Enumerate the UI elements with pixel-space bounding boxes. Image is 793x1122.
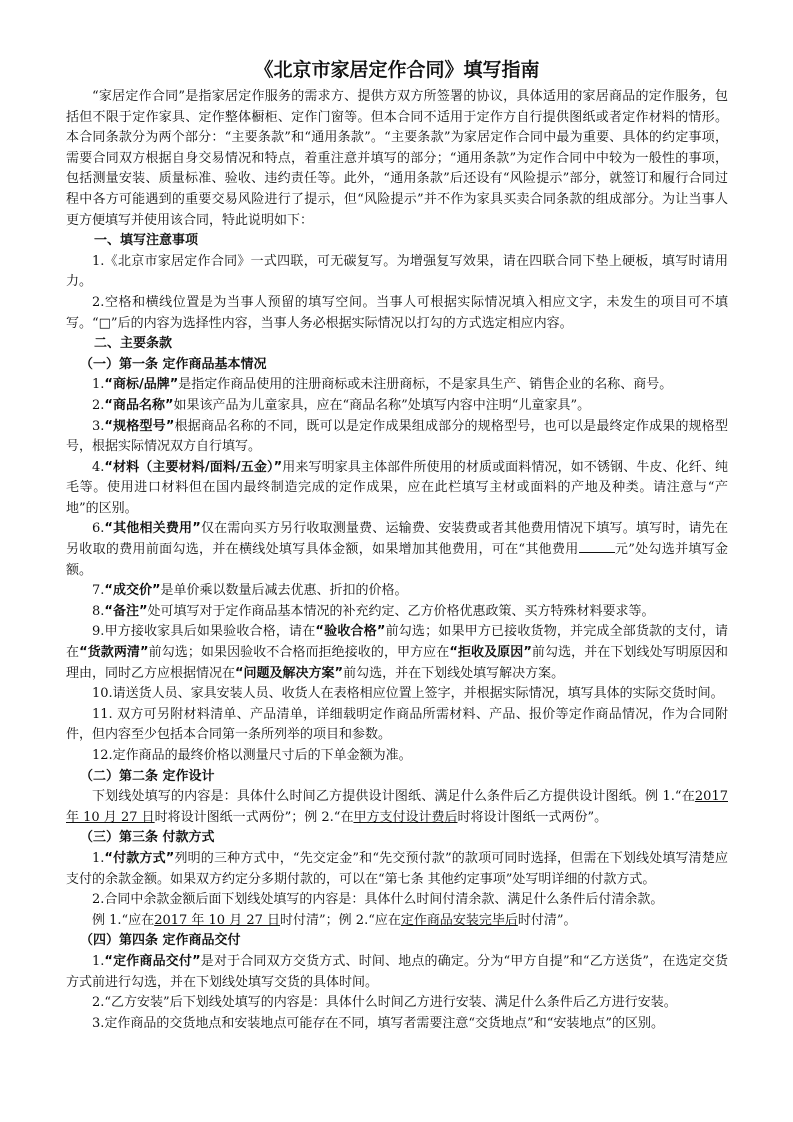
article-1-item-1 [66, 375, 728, 396]
article-1-item-4 [66, 458, 728, 520]
item-text: 时将设计图纸一式两份”。 [457, 809, 608, 825]
term-label: “商品名称” [104, 397, 174, 413]
item-number: 2. [92, 397, 105, 413]
item-text: 前勾选，并在下划线处写明原因和理由，同时乙方应根据情况在 [66, 645, 728, 681]
item-text: 时将设计图纸一式两份”；例 2.“在 [154, 809, 354, 825]
document-title: 《北京市家居定作合同》填写指南 [254, 59, 540, 81]
term-label: “货款两清” [79, 645, 149, 661]
item-number: 4. [92, 459, 105, 475]
article-4-item-3: 3.定作商品的交货地点和安装地点可能存在不同，填写者需要注意“交货地点”和“安装地点”的区别。 [92, 1015, 664, 1031]
term-label: “验收合格” [315, 624, 386, 640]
item-text: 下划线处填写的内容是：具体什么时间乙方提供设计图纸、满足什么条件后乙方提供设计图纸。例 1.“在 [92, 789, 695, 805]
blank-underline [579, 540, 615, 553]
article-4-item-1 [66, 952, 728, 993]
article-1-item-12: 12.定作商品的最终价格以测量尺寸后的下单金额为准。 [92, 748, 412, 763]
item-text: 时付清”。 [517, 912, 577, 928]
term-label: “拒收及原因” [449, 645, 532, 661]
term-label: “商标/品牌” [104, 377, 179, 393]
item-text: 如果该产品为儿童家具，应在“商品名称”处填写内容中注明“儿童家具”。 [173, 397, 591, 413]
item-number: 1. [92, 850, 105, 866]
term-label: “材料（主要材料/面料/五金）” [104, 459, 283, 475]
item-text: 前勾选，并在下划线处填写解决方案。 [343, 665, 565, 681]
article-2-paragraph [66, 787, 728, 828]
article-1-item-11: 11. 双方可另附材料清单、产品清单，详细载明定作商品所需材料、产品、报价等定作商品情况，作为合同附件，但内容至少包括本合同第一条所列举的项目和参数。 [66, 706, 728, 743]
item-number: 7. [92, 583, 105, 599]
term-label: “其他相关费用” [104, 521, 201, 537]
item-text: 9.甲方接收家具后如果验收合格，请在 [92, 624, 316, 640]
article-1-item-9 [66, 622, 728, 684]
article-1-item-10: 10.请送货人员、家具安装人员、收货人在表格相应位置上签字，并根据实际情况，填写具体的实际交货时间。 [92, 686, 724, 702]
item-number: 1. [92, 953, 105, 969]
item-text: 根据商品名称的不同，既可以是定作成果组成部分的规格型号，也可以是最终定作成果的规格型号，根据实际情况双方自行填写。 [66, 418, 728, 455]
item-text: 列明的三种方式中，“先交定金”和“先交预付款”的款项可同时选择，但需在下划线处填写清楚应支付的余款金额。如果双方约定分多期付款的，可以在“第七条 其他约定事项”处写明详细的付款方式。 [66, 850, 728, 887]
example-underline: 甲方支付设计费后 [353, 809, 458, 825]
term-label: “定作商品交付” [104, 953, 201, 969]
article-2-heading: （二）第二条 定作设计 [80, 768, 215, 784]
item-number: 8. [92, 603, 105, 619]
article-3-heading: （三）第三条 付款方式 [80, 830, 215, 846]
section-heading-notes: 一、填写注意事项 [94, 233, 199, 249]
article-1-item-8 [66, 602, 728, 623]
article-1-item-3 [66, 417, 728, 458]
article-4-heading: （四）第四条 定作商品交付 [80, 933, 241, 949]
item-number: 3. [92, 418, 105, 434]
example-underline: 2017 年 10 月 27 日 [154, 912, 281, 928]
item-text: 用来写明家具主体部件所使用的材质或面料情况，如不锈钢、牛皮、化纤、纯毛等。使用进口材料但在国内最终制造完成的定作成果，应在此栏填写主材或面料的产地及种类。请注意与“产地”的区别。 [66, 459, 728, 516]
notes-item-1: 1.《北京市家居定作合同》一式四联，可无碳复写。为增强复写效果，请在四联合同下垫上硬板，填写时请用力。 [66, 253, 728, 290]
term-label: “付款方式” [104, 850, 175, 866]
article-1-heading: （一）第一条 定作商品基本情况 [80, 356, 267, 372]
term-label: “成交价” [104, 583, 161, 599]
item-text: 仅在需向买方另行收取测量费、运输费、安装费或者其他费用情况下填写。填写时，请先在另收取的费用前面勾选，并在横线处填写具体金额，如果增加其他费用，可在“其他费用 [66, 521, 728, 558]
term-label: “问题及解决方案” [235, 665, 344, 681]
article-3-item-2: 2.合同中余款金额后面下划线处填写的内容是：具体什么时间付清余款、满足什么条件后付清余款。 [92, 892, 664, 908]
article-4-item-2: 2.“乙方安装”后下划线处填写的内容是：具体什么时间乙方进行安装、满足什么条件后乙方进行安装。 [92, 995, 677, 1011]
item-number: 1. [92, 377, 105, 393]
item-text: 前勾选；如果因验收不合格而拒绝接收的，甲方应在 [148, 645, 450, 661]
article-3-example [66, 911, 728, 932]
item-text: 元”处勾选并填写金额。 [66, 542, 728, 578]
term-label: “规格型号” [104, 418, 175, 434]
section-heading-main-terms: 二、主要条款 [94, 336, 173, 352]
example-underline: 2017 年 10 月 27 日 [66, 789, 728, 825]
item-text: 是单价乘以数量后减去优惠、折扣的价格。 [160, 583, 408, 599]
term-label: “备注” [104, 603, 148, 619]
item-text: 是指定作商品使用的注册商标或未注册商标，不是家具生产、销售企业的名称、商号。 [178, 377, 673, 393]
notes-item-2: 2.空格和横线位置是为当事人预留的填写空间。当事人可根据实际情况填入相应文字，未发生的项目可不填写。“□”后的内容为选择性内容，当事人务必根据实际情况以打勾的方式选定相应内容。 [66, 294, 728, 331]
intro-paragraph: “家居定作合同”是指家居定作服务的需求方、提供方双方所签署的协议，具体适用的家居商品的定作服务，包括但不限于定作家具、定作整体橱柜、定作门窗等。但本合同不适用于定作方自行提供图纸或者定作材料的情形。本合同条款分为两个部分：“主要条款”和“通用条款”。“主要条款”为家居定作合同中最为重要、具体的约定事项，需要合同双方根据自身交易情况和特点，着重注意并填写的部分；“通用条款”为定作合同中中较为一般性的事项，包括测量安装、质量标准、验收、违约责任等。此外，“通用条款”后还设有“风险提示”部分，就签订和履行合同过程中各方可能遇到的重要交易风险进行了提示，但“风险提示”并不作为家具买卖合同条款的组成部分。为让当事人更方便填写并使用该合同，特此说明如下： [66, 89, 728, 228]
article-1-item-6 [66, 519, 728, 581]
document-page [66, 56, 728, 1034]
article-1-item-2 [66, 396, 728, 417]
item-number: 6. [92, 521, 105, 537]
example-underline: 定作商品安装完毕后 [400, 912, 518, 928]
article-3-item-1 [66, 849, 728, 890]
item-text: 例 1.“应在 [92, 912, 155, 928]
item-text: 前勾选；如果甲方已接收货物，并完成全部货款的支付，请在 [66, 624, 729, 661]
item-text: 处可填写对于定作商品基本情况的补充约定、乙方价格优惠政策、买方特殊材料要求等。 [147, 603, 655, 619]
item-text: 是对于合同双方交货方式、时间、地点的确定。分为“甲方自提”和“乙方送货”，在选定交货方式前进行勾选，并在下划线处填写交货的具体时间。 [66, 953, 728, 990]
item-text: 时付清”；例 2.“应在 [280, 912, 401, 928]
article-1-item-7 [66, 581, 728, 602]
